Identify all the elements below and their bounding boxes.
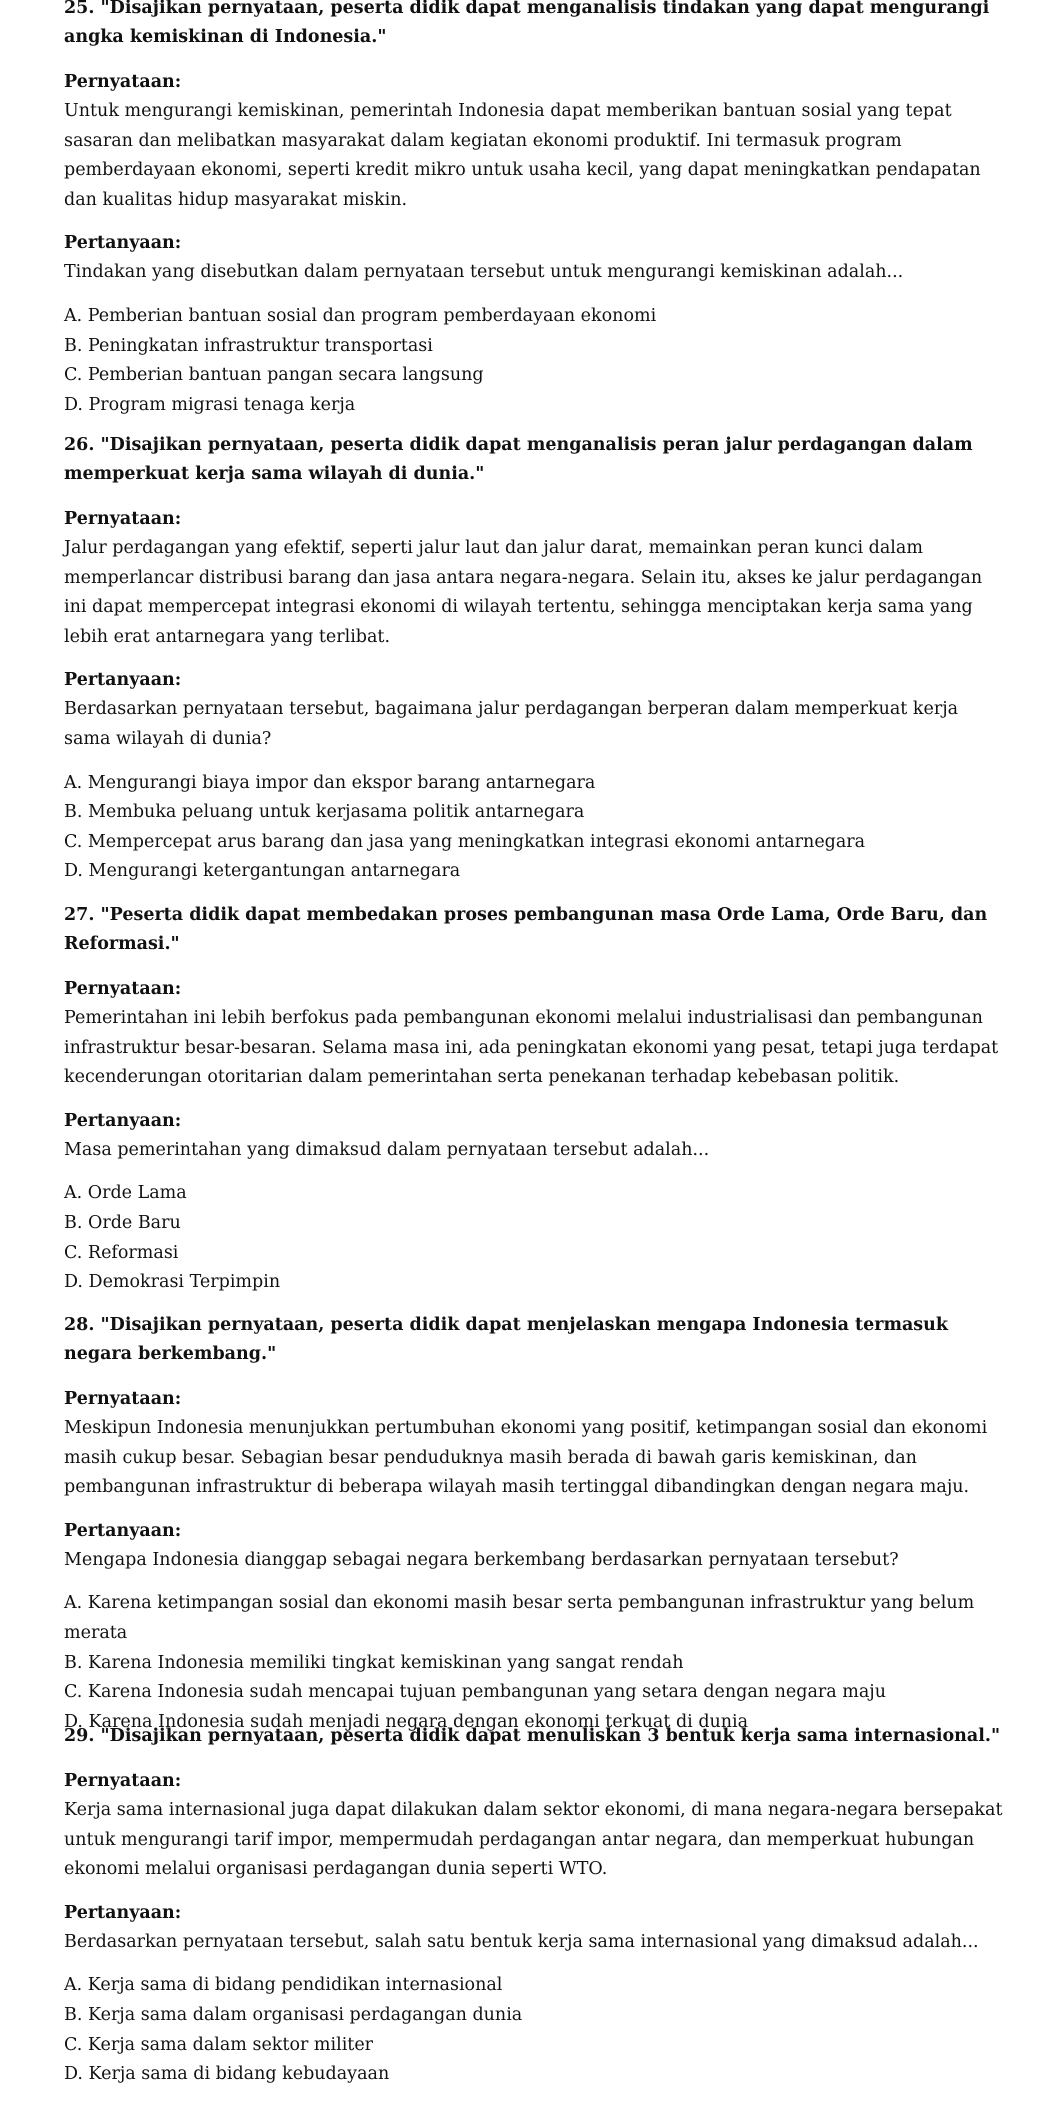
option-a: A. Pemberian bantuan sosial dan program pemberdayaan ekonomi [64, 305, 657, 326]
option-d: D. Mengurangi ketergantungan antarnegara [64, 861, 461, 882]
question-26 [64, 431, 1004, 901]
question-label: Pertanyaan: [64, 670, 182, 691]
statement-text: Pemerintahan ini lebih berfokus pada pembangunan ekonomi melalui industrialisasi dan pembangunan infrastruktur besar-besaran. Selama masa ini, ada peningkatan ekonomi yang pesat, tetapi juga terdapat kecenderungan otoritarian dalam pemerintahan serta penekanan terhadap kebebasan politik. [64, 1008, 999, 1088]
question-label: Pertanyaan: [64, 1110, 182, 1131]
answer-options [64, 1971, 1004, 2089]
question-label: Pertanyaan: [64, 1902, 182, 1923]
option-c: C. Pemberian bantuan pangan secara langsung [64, 365, 484, 386]
statement-label: Pernyataan: [64, 1771, 182, 1791]
option-a: A. Orde Lama [64, 1183, 187, 1204]
option-a: A. Karena ketimpangan sosial dan ekonomi masih besar serta pembangunan infrastruktur yang belum merata [64, 1593, 975, 1643]
question-heading: 27. "Peserta didik dapat membedakan proses pembangunan masa Orde Lama, Orde Baru, dan Reformasi." [64, 905, 988, 954]
option-c: C. Mempercepat arus barang dan jasa yang meningkatkan integrasi ekonomi antarnegara [64, 831, 866, 852]
answer-options [64, 302, 1004, 420]
option-c: C. Karena Indonesia sudah mencapai tujuan pembangunan yang setara dengan negara maju [64, 1682, 886, 1703]
option-d: D. Program migrasi tenaga kerja [64, 394, 356, 415]
question-label: Pertanyaan: [64, 233, 182, 254]
option-b: B. Membuka peluang untuk kerjasama politik antarnegara [64, 802, 585, 823]
statement-text: Meskipun Indonesia menunjukkan pertumbuhan ekonomi yang positif, ketimpangan sosial dan ekonomi masih cukup besar. Sebagian besar penduduknya masih berada di bawah garis kemiskinan, dan pembangunan infrastruktur di beberapa wilayah masih tertinggal dibandingkan dengan negara maju. [64, 1418, 988, 1498]
statement-text: Kerja sama internasional juga dapat dilakukan dalam sektor ekonomi, di mana negara-negara bersepakat untuk mengurangi tarif impor, mempermudah perdagangan antar negara, dan memperkuat hubungan ekonomi melalui organisasi perdagangan dunia seperti WTO. [64, 1800, 1003, 1880]
statement-text: Jalur perdagangan yang efektif, seperti jalur laut dan jalur darat, memainkan peran kunci dalam memperlancar distribusi barang dan jasa antara negara-negara. Selain itu, akses ke jalur perdagangan ini dapat mempercepat integrasi ekonomi di wilayah tertentu, sehingga menciptakan kerja sama yang lebih erat antarnegara yang terlibat. [64, 538, 983, 647]
statement-label: Pernyataan: [64, 72, 182, 92]
question-heading: 26. "Disajikan pernyataan, peserta didik dapat menganalisis peran jalur perdagangan dalam memperkuat kerja sama wilayah di dunia." [64, 435, 973, 484]
statement-text: Untuk mengurangi kemiskinan, pemerintah Indonesia dapat memberikan bantuan sosial yang tepat sasaran dan melibatkan masyarakat dalam kegiatan ekonomi produktif. Ini termasuk program pemberdayaan ekonomi, seperti kredit mikro untuk usaha kecil, yang dapat meningkatkan pendapatan dan kualitas hidup masyarakat miskin. [64, 101, 981, 210]
question-text: Berdasarkan pernyataan tersebut, bagaimana jalur perdagangan berperan dalam memperkuat kerja sama wilayah di dunia? [64, 699, 959, 749]
statement-label: Pernyataan: [64, 979, 182, 999]
option-b: B. Peningkatan infrastruktur transportasi [64, 335, 433, 356]
option-d: D. Kerja sama di bidang kebudayaan [64, 2064, 390, 2085]
option-a: A. Mengurangi biaya impor dan ekspor barang antarnegara [64, 772, 596, 793]
question-text: Tindakan yang disebutkan dalam pernyataan tersebut untuk mengurangi kemiskinan adalah... [64, 262, 904, 283]
question-29 [64, 1722, 1004, 2104]
option-c: C. Reformasi [64, 1242, 179, 1263]
question-text: Masa pemerintahan yang dimaksud dalam pernyataan tersebut adalah... [64, 1139, 710, 1160]
question-heading: 28. "Disajikan pernyataan, peserta didik dapat menjelaskan mengapa Indonesia termasuk negara berkembang." [64, 1315, 949, 1364]
question-25 [64, 0, 1004, 434]
option-d: D. Demokrasi Terpimpin [64, 1272, 281, 1293]
answer-options [64, 1589, 1004, 1737]
question-27 [64, 901, 1004, 1312]
question-text: Berdasarkan pernyataan tersebut, salah satu bentuk kerja sama internasional yang dimaksud adalah... [64, 1931, 979, 1952]
question-heading: 29. "Disajikan pernyataan, peserta didik dapat menuliskan 3 bentuk kerja sama internasional." [64, 1726, 1001, 1746]
question-heading: 25. "Disajikan pernyataan, peserta didik dapat menganalisis tindakan yang dapat mengurangi angka kemiskinan di Indonesia." [64, 0, 990, 47]
option-b: B. Kerja sama dalam organisasi perdagangan dunia [64, 2004, 523, 2025]
question-label: Pertanyaan: [64, 1520, 182, 1541]
option-d: D. Karena Indonesia sudah menjadi negara dengan ekonomi terkuat di dunia [64, 1711, 749, 1732]
answer-options [64, 1179, 1004, 1297]
option-c: C. Kerja sama dalam sektor militer [64, 2034, 374, 2055]
statement-label: Pernyataan: [64, 509, 182, 529]
answer-options [64, 769, 1004, 887]
question-text: Mengapa Indonesia dianggap sebagai negara berkembang berdasarkan pernyataan tersebut? [64, 1549, 899, 1570]
option-a: A. Kerja sama di bidang pendidikan internasional [64, 1975, 503, 1996]
option-b: B. Orde Baru [64, 1212, 181, 1233]
question-28 [64, 1311, 1004, 1751]
option-b: B. Karena Indonesia memiliki tingkat kemiskinan yang sangat rendah [64, 1652, 684, 1673]
statement-label: Pernyataan: [64, 1389, 182, 1409]
